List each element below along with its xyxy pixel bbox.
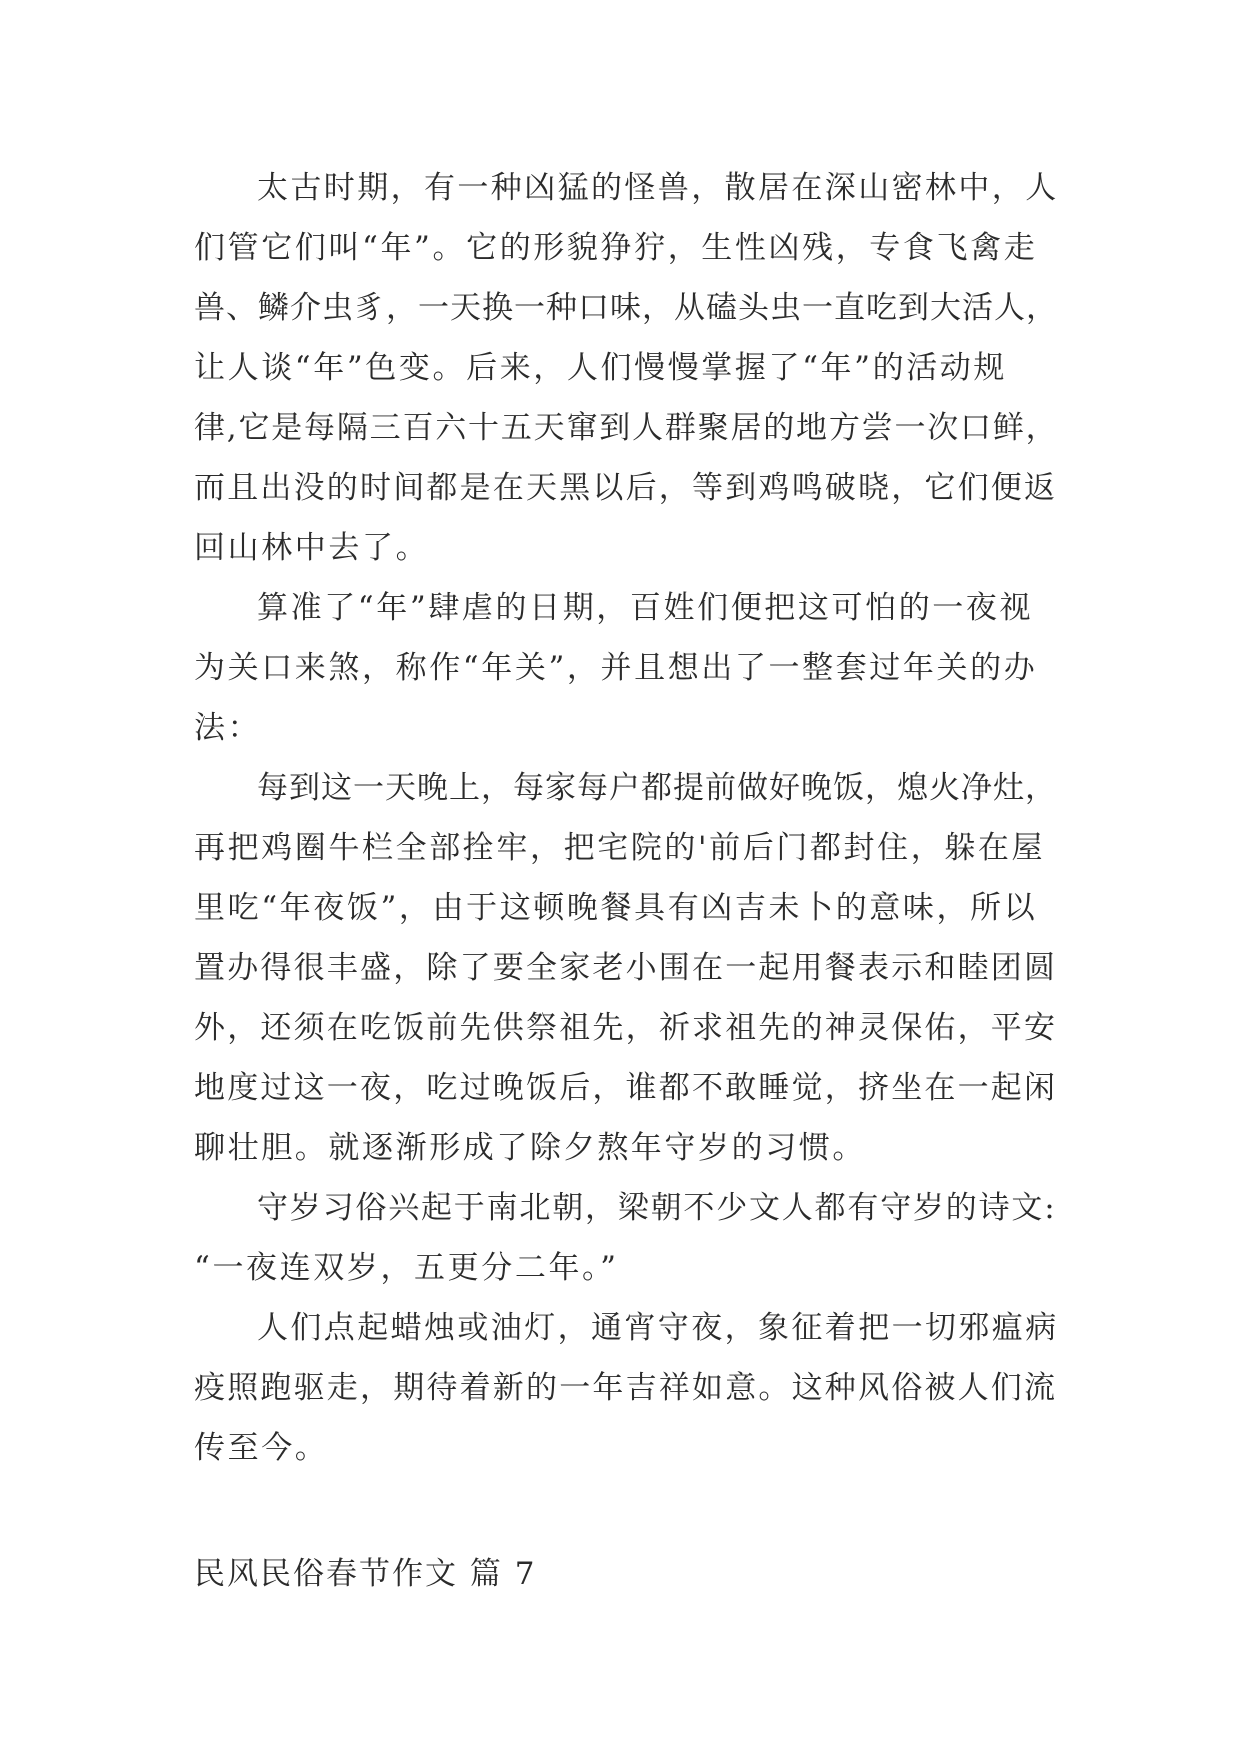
paragraph-2-line-2: 为关口来煞，称作“年关”，并且想出了一整套过年关的办 xyxy=(194,650,1038,686)
paragraph-1-line-6: 而且出没的时间都是在天黑以后，等到鸡鸣破晓，它们便返 xyxy=(194,470,1058,506)
paragraph-1-line-2: 们管它们叫“年”。它的形貌狰狞，生性凶残，专食飞禽走 xyxy=(194,230,1038,266)
paragraph-1-line-4: 让人谈“年”色变。后来，人们慢慢掌握了“年”的活动规 xyxy=(194,350,1007,386)
paragraph-3-line-5: 外，还须在吃饭前先供祭祖先，祈求祖先的神灵保佑，平安 xyxy=(194,1010,1058,1046)
paragraph-5-line-3: 传至今。 xyxy=(194,1430,329,1466)
paragraph-4-line-2: “一夜连双岁，五更分二年。” xyxy=(194,1250,619,1286)
paragraph-2-line-3: 法： xyxy=(194,710,262,746)
paragraph-3-line-3: 里吃“年夜饭”，由于这顿晚餐具有凶吉未卜的意味，所以 xyxy=(194,890,1038,926)
paragraph-3-line-4: 置办得很丰盛，除了要全家老小围在一起用餐表示和睦团圆 xyxy=(194,950,1058,986)
paragraph-5-line-2: 疫照跑驱走，期待着新的一年吉祥如意。这种风俗被人们流 xyxy=(194,1370,1058,1406)
paragraph-4-line-1: 守岁习俗兴起于南北朝，梁朝不少文人都有守岁的诗文: xyxy=(257,1190,1057,1226)
paragraph-3-line-1: 每到这一天晚上，每家每户都提前做好晚饭，熄火净灶， xyxy=(257,770,1057,806)
paragraph-1-line-5: 律,它是每隔三百六十五天窜到人群聚居的地方尝一次口鲜， xyxy=(194,410,1059,446)
paragraph-1-line-1: 太古时期，有一种凶猛的怪兽，散居在深山密林中，人 xyxy=(257,170,1059,206)
paragraph-3-line-2: 再把鸡圈牛栏全部拴牢，把宅院的'前后门都封住，躲在屋 xyxy=(194,830,1046,866)
paragraph-3-line-6: 地度过这一夜，吃过晚饭后，谁都不敢睡觉，挤坐在一起闲 xyxy=(194,1070,1058,1106)
paragraph-3-line-7: 聊壮胆。就逐渐形成了除夕熬年守岁的习惯。 xyxy=(194,1130,866,1166)
paragraph-5-line-1: 人们点起蜡烛或油灯，通宵守夜，象征着把一切邪瘟病 xyxy=(257,1310,1059,1346)
paragraph-1-line-7: 回山林中去了。 xyxy=(194,530,430,566)
paragraph-1-line-3: 兽、鳞介虫豸，一天换一种口味，从磕头虫一直吃到大活人， xyxy=(194,290,1058,326)
paragraph-2-line-1: 算准了“年”肆虐的日期，百姓们便把这可怕的一夜视 xyxy=(257,590,1034,626)
section-heading: 民风民俗春节作文 篇 7 xyxy=(194,1556,537,1592)
